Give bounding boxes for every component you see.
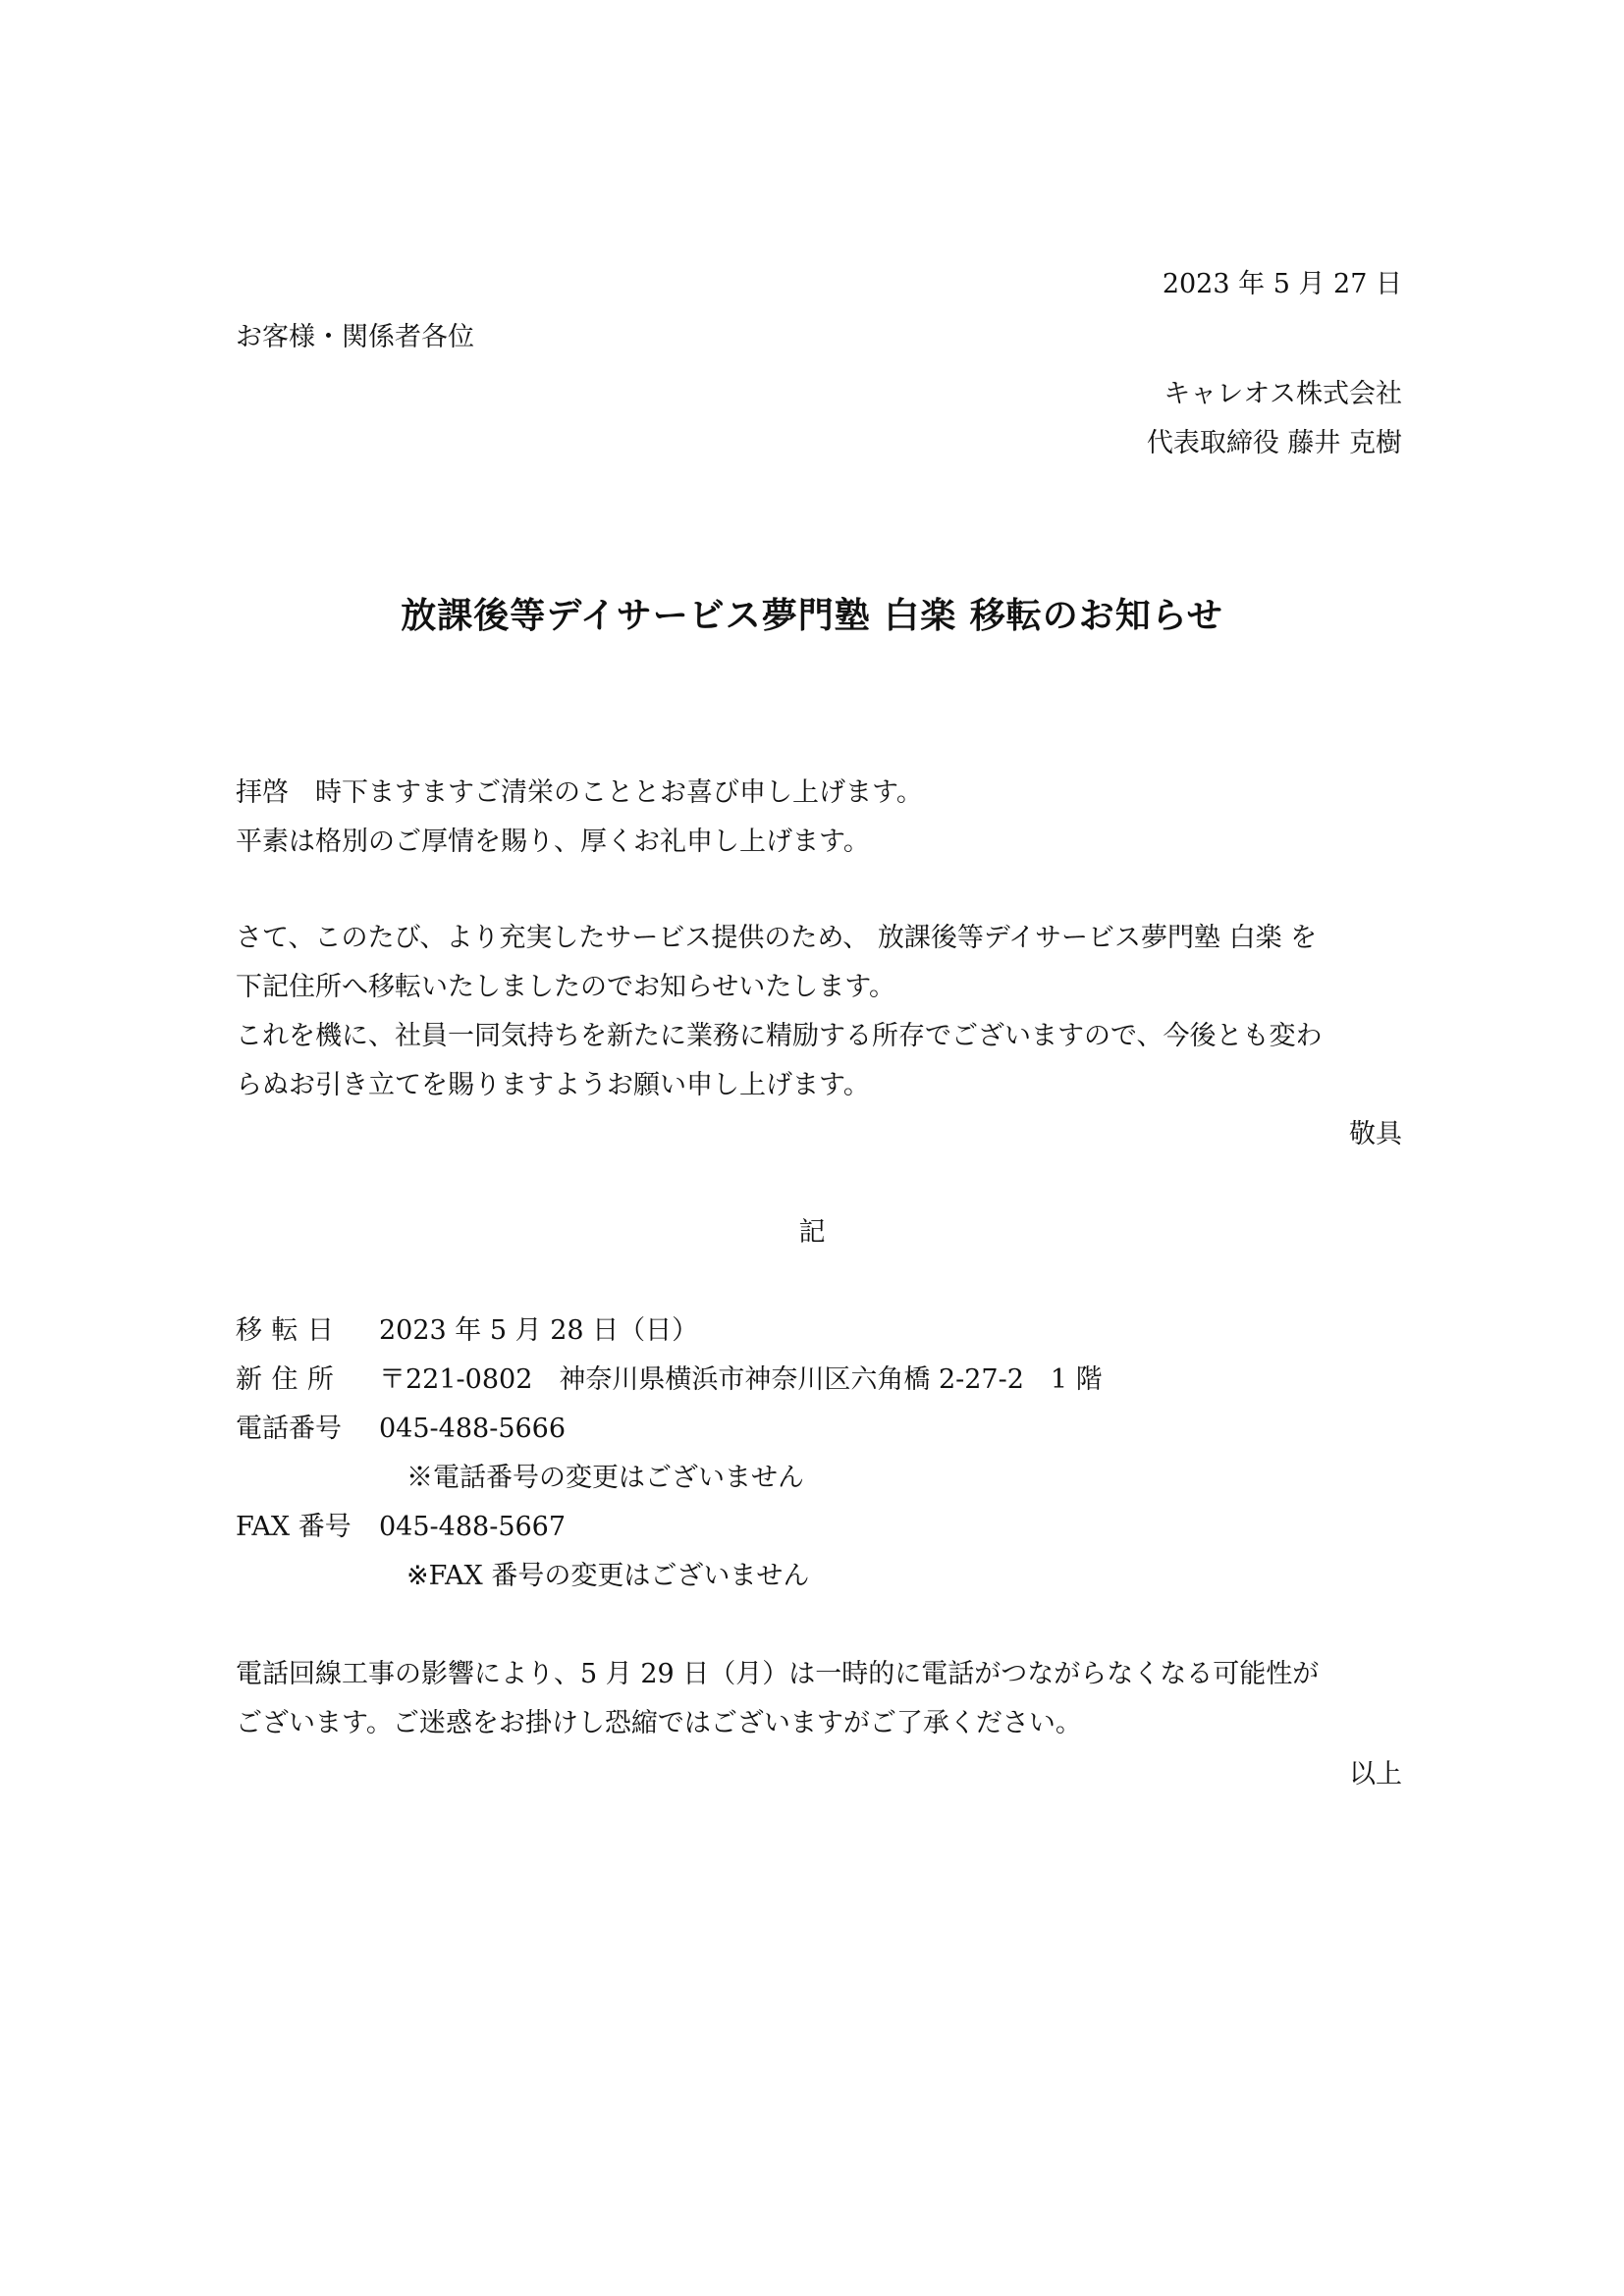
phone-note: ※電話番号の変更はございません [406,1463,804,1493]
fax-note: ※FAX 番号の変更はございません [406,1561,810,1591]
phone-value: 045-488-5666 [379,1414,567,1444]
new-address-value: 〒221-0802 神奈川県横浜市神奈川区六角橋 2-27-2 1 階 [379,1364,1103,1395]
ijou-closing: 以上 [1349,1759,1402,1789]
document-title: 放課後等デイサービス夢門塾 白楽 移転のお知らせ [401,596,1223,636]
move-date-value: 2023 年 5 月 28 日（日） [379,1315,699,1346]
body-line-4: らぬお引き立てを賜りますようお願い申し上げます。 [236,1070,870,1100]
body-line-1: さて、このたび、より充実したサービス提供のため、 放課後等デイサービス夢門塾 白楽 を [236,923,1318,953]
body-line-3: これを機に、社員一同気持ちを新たに業務に精励する所存でございますので、今後とも変わ [236,1021,1323,1051]
detail-phone [236,1412,566,1447]
keigu-closing: 敬具 [1349,1119,1402,1149]
move-date-label: 移転日 [236,1315,344,1346]
detail-move-date [236,1313,698,1349]
body-line-2: 下記住所へ移転いたしましたのでお知らせいたします。 [236,972,896,1002]
detail-new-address [236,1362,1103,1398]
notice-line-2: ございます。ご迷惑をお掛けし恐縮ではございますがご了承ください。 [236,1708,1082,1738]
document-date: 2023 年 5 月 27 日 [1162,269,1402,299]
detail-fax [236,1510,566,1545]
greeting-line-2: 平素は格別のご厚情を賜り、厚くお礼申し上げます。 [236,827,870,857]
company-name: キャレオス株式会社 [1164,379,1402,409]
recipient: お客様・関係者各位 [236,322,474,352]
representative-name: 代表取締役 藤井 克樹 [1146,428,1402,458]
ki-heading: 記 [798,1217,826,1248]
notice-line-1: 電話回線工事の影響により、5 月 29 日（月）は一時的に電話がつながらなくなる可能性が [236,1659,1320,1689]
fax-value: 045-488-5667 [379,1512,567,1542]
fax-label: FAX 番号 [236,1512,352,1542]
phone-label: 電話番号 [236,1414,342,1444]
new-address-label: 新住所 [236,1364,344,1395]
greeting-line-1: 拝啓 時下ますますご清栄のこととお喜び申し上げます。 [236,777,923,808]
